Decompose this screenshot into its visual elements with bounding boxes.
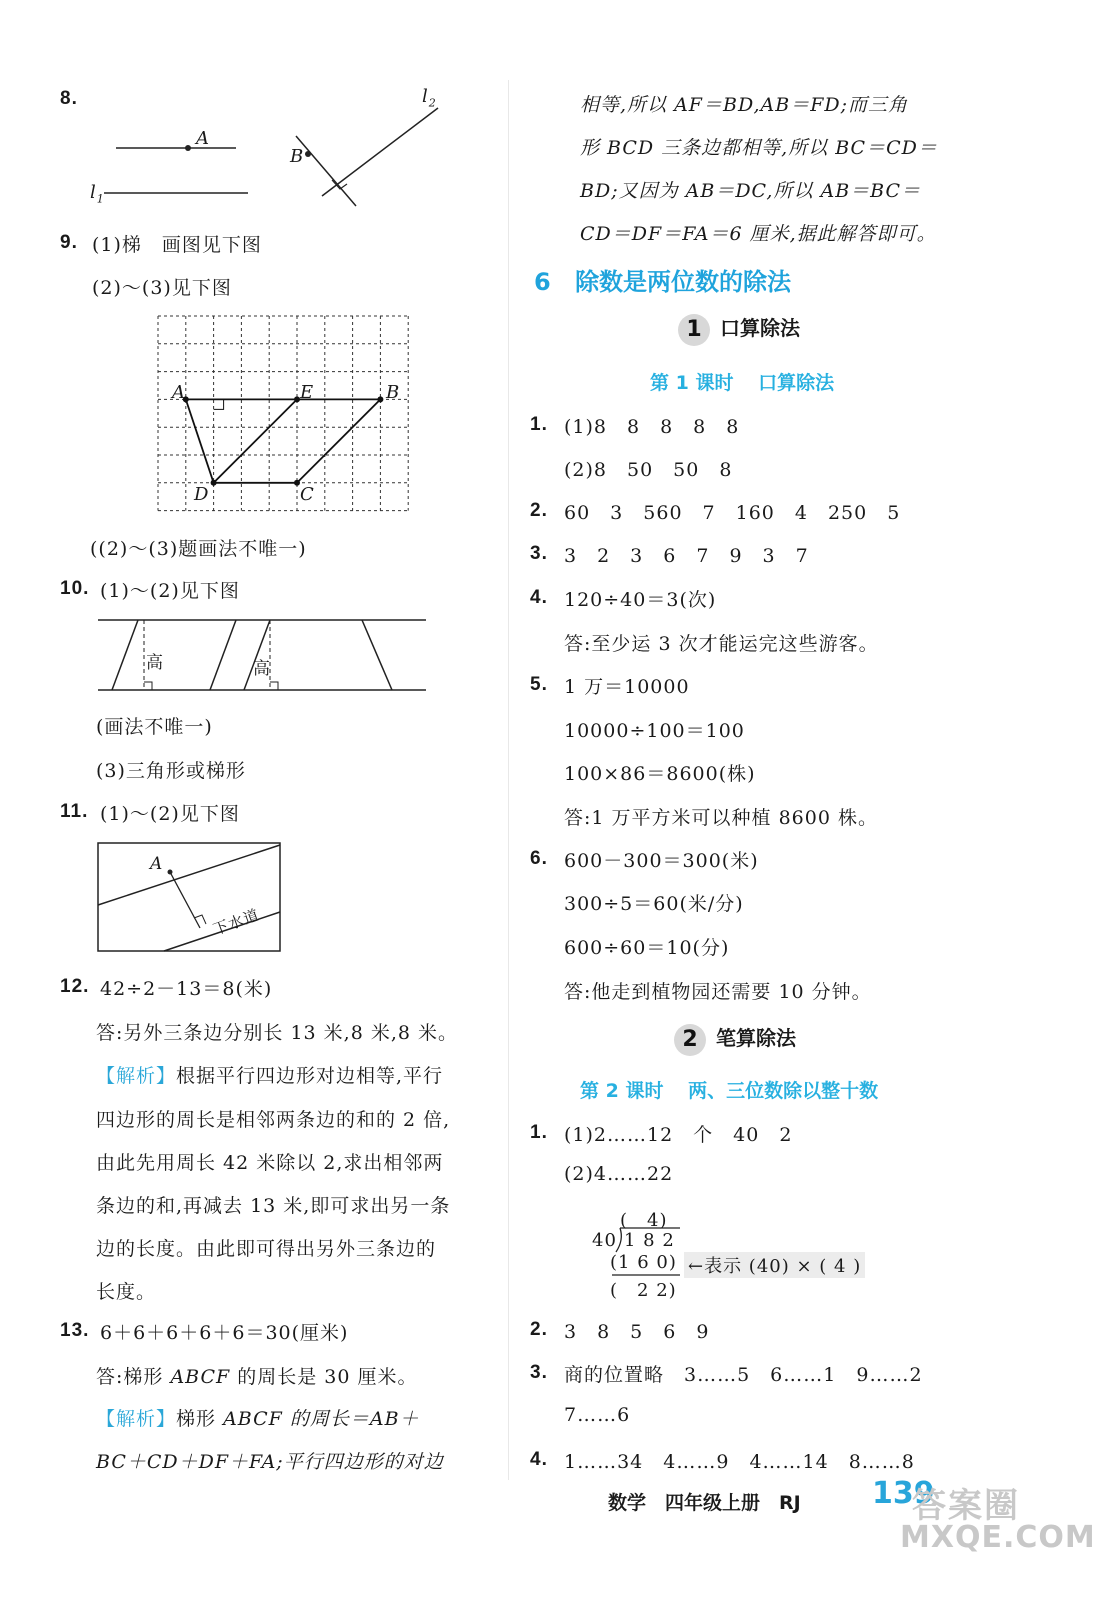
q13-analysis-var: ABCF <box>223 1408 283 1430</box>
item-text: 商的位置略 3……5 6……1 9……2 <box>564 1364 923 1386</box>
item-number: 5. <box>530 674 548 695</box>
division-divisor: 40 <box>592 1230 617 1251</box>
item-text: (1)2……12 个 40 2 <box>564 1124 793 1146</box>
item-text: 3 8 5 6 9 <box>564 1321 710 1343</box>
sub1-title: 口算除法 <box>720 316 800 340</box>
item-text: 7……6 <box>564 1404 631 1426</box>
item-number: 1. <box>530 1122 548 1143</box>
q8-l2-sub: 2 <box>428 96 437 110</box>
sub1-circle: 1 <box>678 314 710 346</box>
cont-line: CD＝DF＝FA＝6 厘米,据此解答即可。 <box>580 223 937 245</box>
cont-line: 相等,所以 AF＝BD,AB＝FD;而三角 <box>580 94 909 116</box>
item-text: (1)8 8 8 8 8 <box>564 416 740 438</box>
q10-line3: (3)三角形或梯形 <box>96 760 246 782</box>
q13-answer-var: ABCF <box>170 1366 231 1388</box>
q12-number: 12. <box>60 976 90 997</box>
item-number: 4. <box>530 1449 548 1470</box>
division-remainder: ( 2 2) <box>610 1280 677 1301</box>
q13-analysis-post: 的周长＝AB＋ <box>282 1408 420 1430</box>
item-text: (2)4……22 <box>564 1163 674 1185</box>
page-number: 139 <box>872 1476 935 1511</box>
q13-answer-pre: 答:梯形 <box>96 1366 171 1388</box>
section-number: 6 <box>534 268 551 296</box>
division-product: (1 6 0) <box>610 1252 677 1273</box>
q13-number: 13. <box>60 1320 90 1341</box>
q9-line2: (2)～(3)见下图 <box>92 277 232 299</box>
item-number: 2. <box>530 1319 548 1340</box>
grid-label-b: B <box>386 382 401 403</box>
item-text: 10000÷100＝100 <box>564 720 745 742</box>
item-text: 100×86＝8600(株) <box>564 763 756 785</box>
lesson1-title: 口算除法 <box>758 372 835 394</box>
item-text: 120÷40＝3(次) <box>564 589 717 611</box>
watermark-url: MXQE.COM <box>900 1520 1096 1555</box>
q13-analysis-pre: 梯形 <box>176 1408 224 1430</box>
q12-line1: 42÷2－13＝8(米) <box>100 978 273 1000</box>
watermark-logo: 答案圈 <box>912 1486 1020 1526</box>
item-number: 6. <box>530 848 548 869</box>
item-number: 4. <box>530 587 548 608</box>
q8-l1-sub: 1 <box>96 192 105 206</box>
lesson1-label: 第 1 课时 <box>650 372 734 394</box>
q10-height-label-1: 高 <box>146 653 164 673</box>
item-number: 3. <box>530 543 548 564</box>
lesson2-title: 两、三位数除以整十数 <box>688 1080 879 1102</box>
q8-l1-letter: l <box>90 182 97 203</box>
q9-line1: (1)梯 画图见下图 <box>92 234 262 256</box>
q12-analysis-line: 边的长度。由此即可得出另外三条边的 <box>96 1238 437 1260</box>
lesson2-label: 第 2 课时 <box>580 1080 664 1102</box>
cont-line: BD;又因为 AB＝DC,所以 AB＝BC＝ <box>580 180 922 202</box>
sub2-circle: 2 <box>674 1024 706 1056</box>
q11-number: 11. <box>60 801 89 822</box>
grid-label-d: D <box>194 484 210 505</box>
q10-line1: (1)～(2)见下图 <box>100 580 240 602</box>
item-text: (2)8 50 50 8 <box>564 459 733 481</box>
q9-note: ((2)～(3)题画法不唯一) <box>90 538 307 560</box>
cont-line: 形 BCD 三条边都相等,所以 BC＝CD＝ <box>580 137 938 159</box>
sub2-title: 笔算除法 <box>716 1026 796 1050</box>
q8-label-b: B <box>290 146 305 167</box>
grid-label-e: E <box>300 382 315 403</box>
q9-number: 9. <box>60 232 78 253</box>
q11-drain-label: 下水道 <box>210 905 262 939</box>
q10-height-label-2: 高 <box>253 659 271 679</box>
grid-label-a: A <box>172 382 186 403</box>
q12-answer: 答:另外三条边分别长 13 米,8 米,8 米。 <box>96 1022 458 1044</box>
q13-answer-post: 的周长是 30 厘米。 <box>230 1366 418 1388</box>
q13-analysis-last: BC＋CD＋DF＋FA;平行四边形的对边 <box>96 1451 444 1473</box>
q12-analysis-first <box>96 1061 443 1088</box>
q8-l2-letter: l <box>422 86 429 107</box>
division-bracket <box>528 0 728 1300</box>
item-text: 600÷60＝10(分) <box>564 937 730 959</box>
q10-note: (画法不唯一) <box>96 716 213 738</box>
section-title: 除数是两位数的除法 <box>575 268 792 296</box>
division-quotient: ( 4) <box>620 1210 668 1231</box>
q11-figure <box>60 0 500 960</box>
item-text: 300÷5＝60(米/分) <box>564 893 744 915</box>
item-text: 答:1 万平方米可以种植 8600 株。 <box>564 807 878 829</box>
grid-label-c: C <box>300 484 315 505</box>
q11-label-a: A <box>150 854 164 874</box>
q12-analysis-line: 四边形的周长是相邻两条边的和的 2 倍, <box>96 1109 451 1131</box>
item-text: 3 2 3 6 7 9 3 7 <box>564 545 809 567</box>
q12-analysis-text: 根据平行四边形对边相等,平行 <box>176 1065 444 1087</box>
q13-line1: 6＋6＋6＋6＋6＝30(厘米) <box>100 1322 349 1344</box>
analysis-tag: 【解析】 <box>96 1065 177 1087</box>
item-number: 2. <box>530 500 548 521</box>
q13-answer <box>96 1362 418 1389</box>
q12-analysis-line: 长度。 <box>96 1281 157 1303</box>
q12-analysis-line: 由此先用周长 42 米除以 2,求出相邻两 <box>96 1152 444 1174</box>
item-text: 1 万＝10000 <box>564 676 690 698</box>
item-text: 60 3 560 7 160 4 250 5 <box>564 502 901 524</box>
item-text: 600－300＝300(米) <box>564 850 759 872</box>
q11-line1: (1)～(2)见下图 <box>100 803 240 825</box>
division-dividend: 1 8 2 <box>624 1230 675 1251</box>
analysis-tag: 【解析】 <box>96 1408 177 1430</box>
q8-number: 8. <box>60 88 78 109</box>
item-text: 1……34 4……9 4……14 8……8 <box>564 1451 915 1473</box>
q10-number: 10. <box>60 578 90 599</box>
item-number: 1. <box>530 414 548 435</box>
item-text: 答:他走到植物园还需要 10 分钟。 <box>564 981 872 1003</box>
q8-label-a: A <box>196 128 210 149</box>
item-text: 答:至少运 3 次才能运完这些游客。 <box>564 633 879 655</box>
q12-analysis-line: 条边的和,再减去 13 米,即可求出另一条 <box>96 1195 451 1217</box>
column-divider <box>508 80 509 1480</box>
item-number: 3. <box>530 1362 548 1383</box>
division-note: ←表示 (40) × ( 4 ) <box>684 1252 865 1278</box>
footer-subject: 数学 四年级上册 RJ <box>608 1492 801 1514</box>
q13-analysis-first <box>96 1404 420 1431</box>
